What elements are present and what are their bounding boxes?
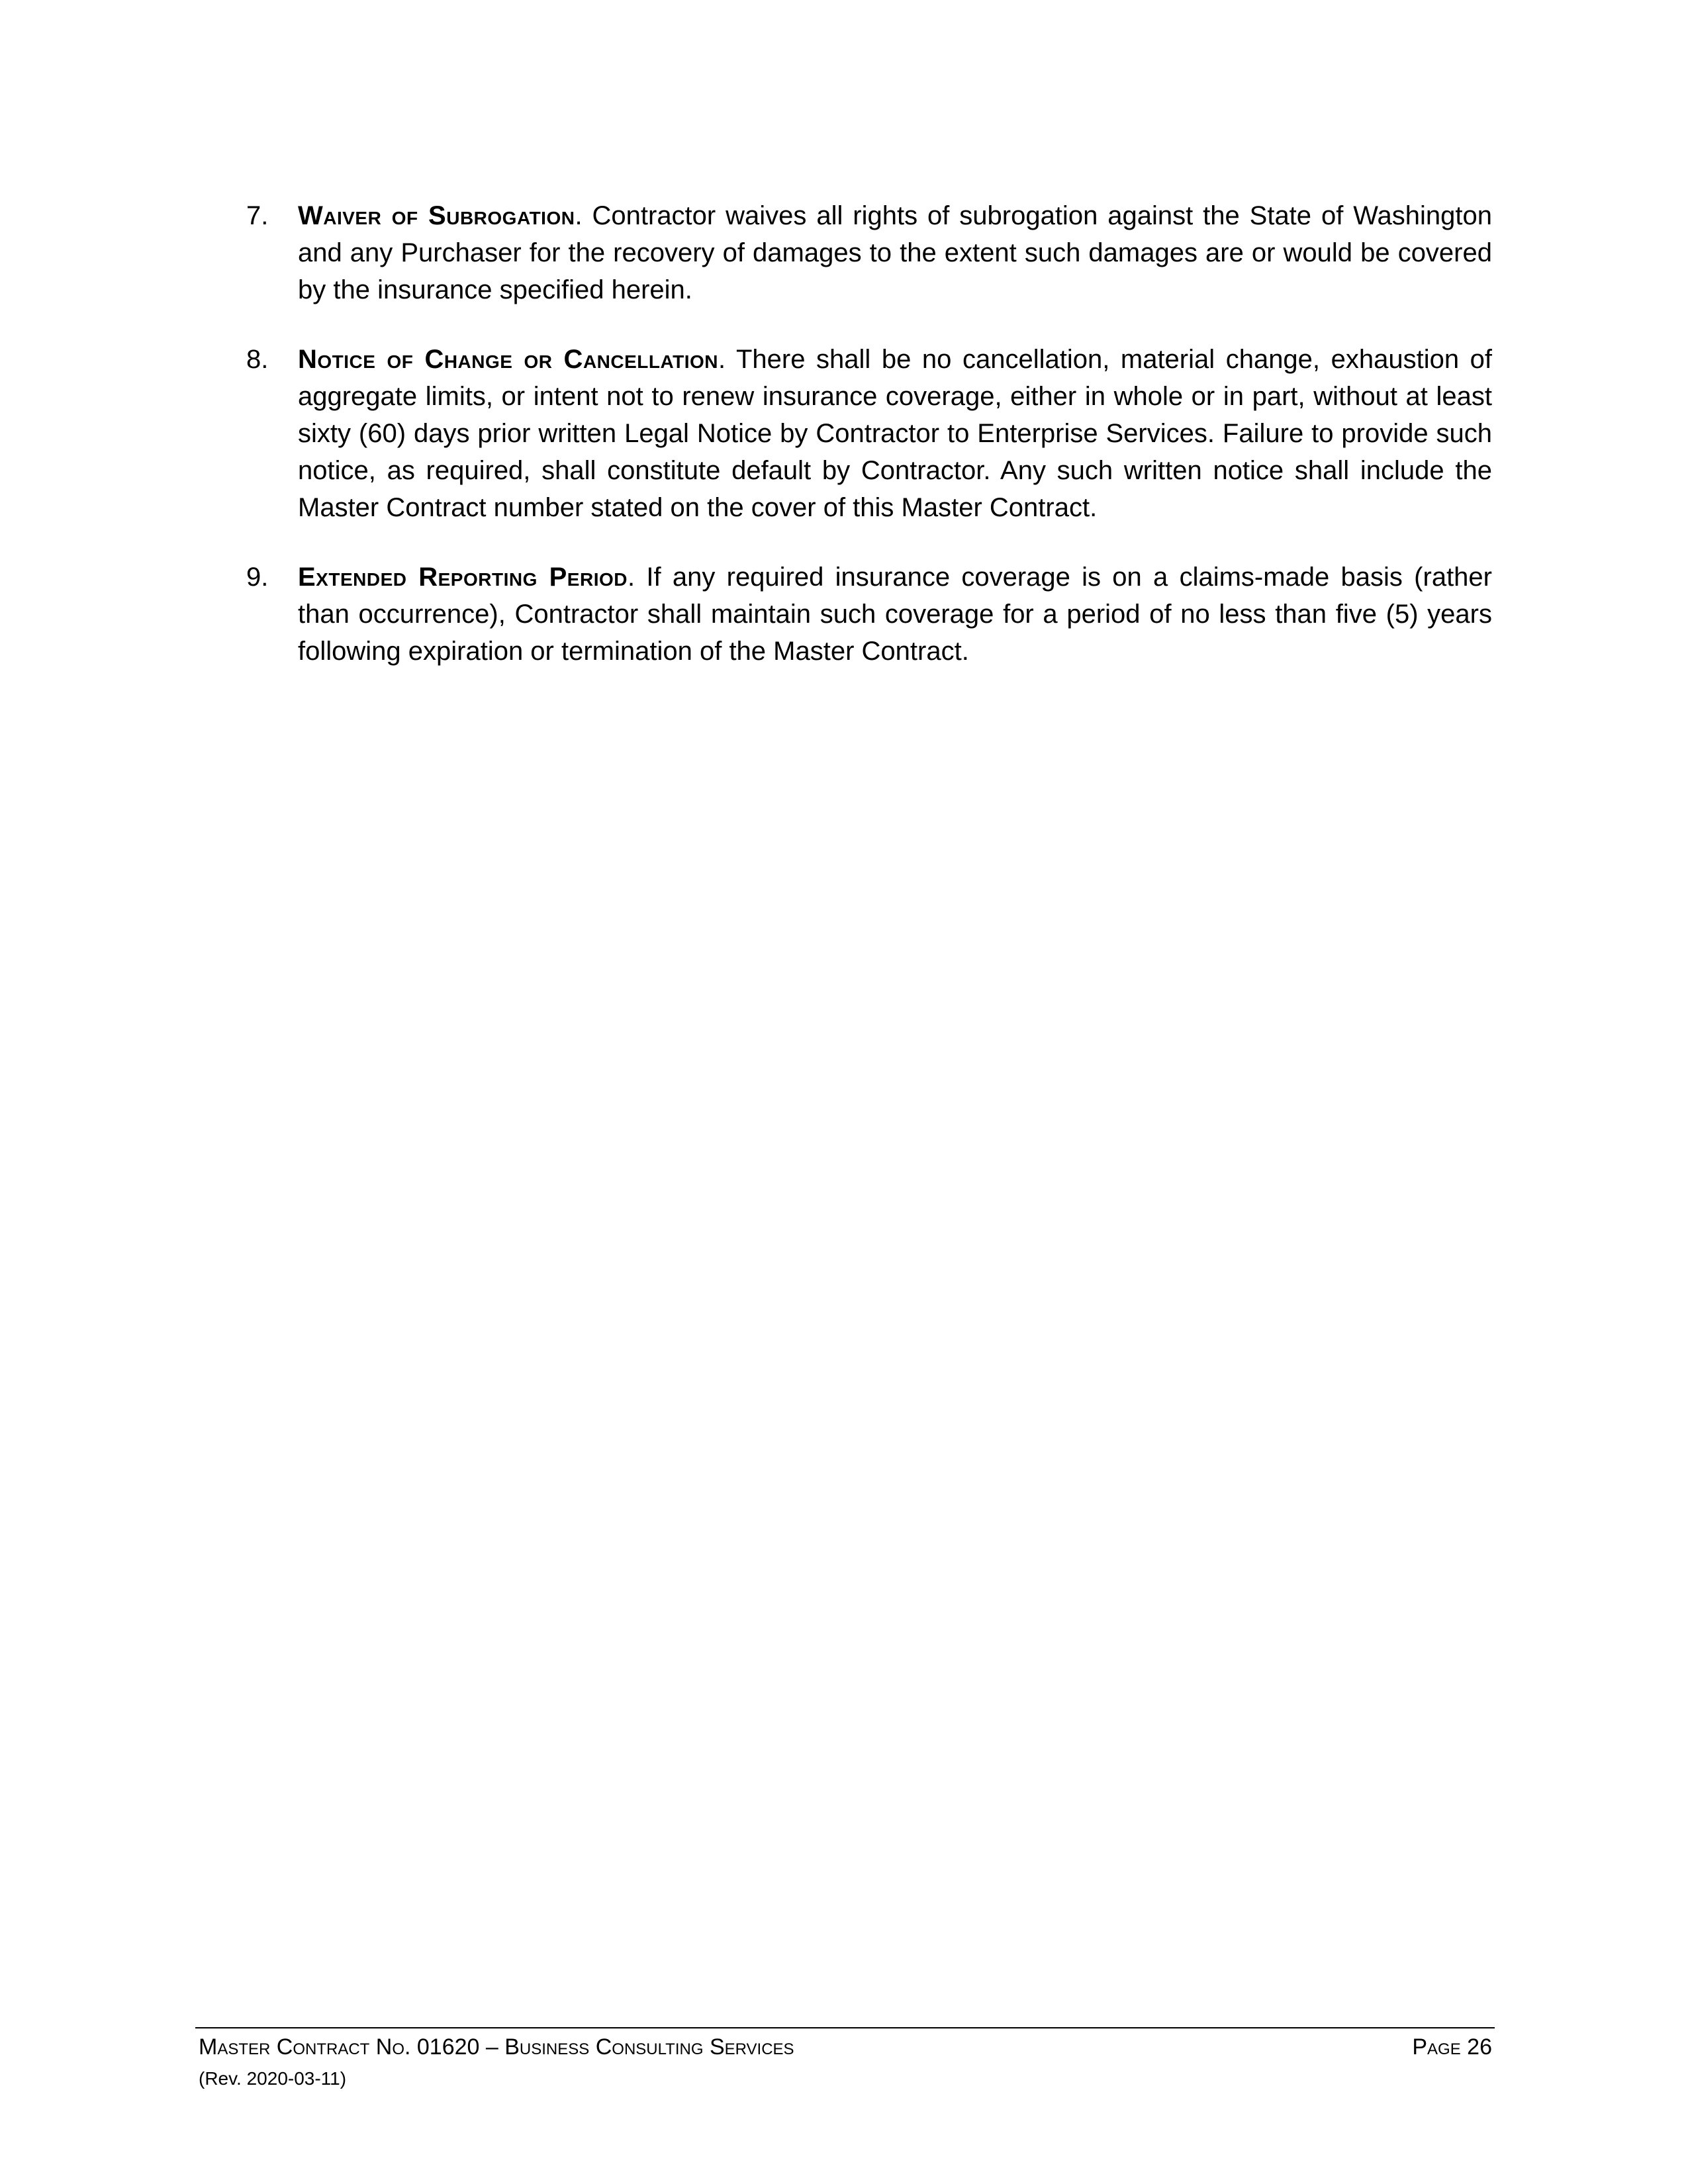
clause-title: Extended Reporting Period — [298, 563, 628, 592]
clause-text: If any required insurance coverage is on a claims-made basis (rather than occurrence), Contractor shall maintain such coverage for a period of no less than five (5) years following expiration or termination of the Master Contract. — [298, 563, 1492, 666]
footer-revision: (Rev. 2020-03-11) — [199, 2068, 347, 2089]
clause-number: 8. — [246, 345, 269, 374]
clause-7: 7. Waiver of Subrogation. Contractor waives all rights of subrogation against the State of Washington and any Purchaser for the recovery of damages to the extent such damages are or would be covered by the insurance specified herein. — [246, 197, 1492, 308]
footer-contract-title: Master Contract No. 01620 – Business Consulting Services — [199, 2034, 794, 2060]
clause-title: Waiver of Subrogation — [298, 201, 575, 230]
clause-number: 9. — [246, 563, 269, 592]
clause-title: Notice of Change or Cancellation — [298, 345, 719, 374]
clause-list — [246, 197, 1492, 702]
footer-page-number: Page 26 — [1412, 2034, 1492, 2060]
clause-number: 7. — [246, 201, 269, 230]
footer-divider — [195, 2027, 1495, 2028]
clause-text: Contractor waives all rights of subrogation against the State of Washington and any Purchaser for the recovery of damages to the extent such damages are or would be covered by the insurance specified herein. — [298, 201, 1492, 304]
clause-8: 8. Notice of Change or Cancellation. There shall be no cancellation, material change, exhaustion of aggregate limits, or intent not to renew insurance coverage, either in whole or in part, without at least sixty (60) days prior written Legal Notice by Contractor to Enterprise Services. Failure to provide such notice, as required, shall constitute default by Contractor. Any such written notice shall include the Master Contract number stated on the cover of this Master Contract. — [246, 341, 1492, 526]
clause-9: 9. Extended Reporting Period. If any required insurance coverage is on a claims-made basis (rather than occurrence), Contractor shall maintain such coverage for a period of no less than five (5) years following expiration or termination of the Master Contract. — [246, 559, 1492, 670]
clause-text: There shall be no cancellation, material change, exhaustion of aggregate limits, or intent not to renew insurance coverage, either in whole or in part, without at least sixty (60) days prior written Legal Notice by Contractor to Enterprise Services. Failure to provide such notice, as required, shall constitute default by Contractor. Any such written notice shall include the Master Contract number stated on the cover of this Master Contract. — [298, 345, 1492, 522]
